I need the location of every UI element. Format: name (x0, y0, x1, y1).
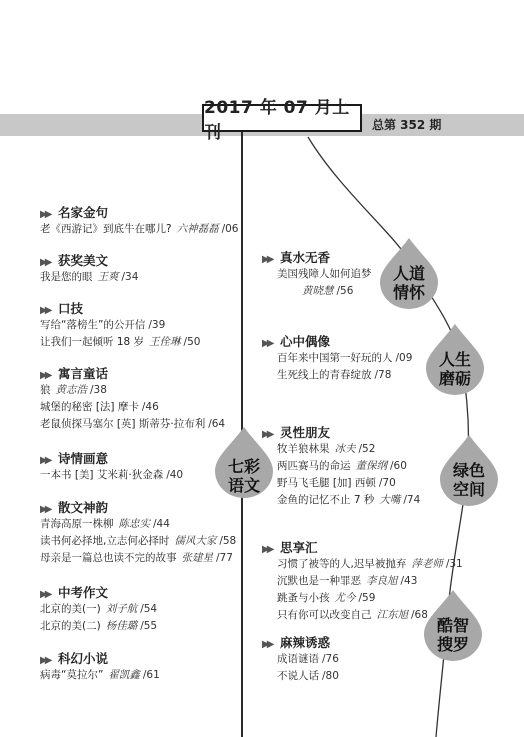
toc-entry[interactable]: 两匹赛马的命运 董保纲 /60 (277, 460, 407, 472)
drop-label-line2: 磨砺 (438, 369, 471, 388)
toc-entry[interactable]: 金鱼的记忆不止 7 秒 大嘴 /74 (277, 494, 421, 506)
drop-label-line1: 酷智 (436, 616, 469, 635)
toc-entry[interactable]: 城堡的秘密 [法] 摩卡 /46 (40, 401, 159, 413)
arrow-icon: ▶▶ (40, 370, 50, 381)
toc-entry[interactable]: 美国残障人如何追梦 (277, 268, 372, 280)
drop-label-line1: 七彩 (227, 457, 260, 476)
arrow-icon: ▶▶ (40, 257, 50, 268)
toc-entry[interactable]: 野马飞毛腿 [加] 西顿 /70 (277, 477, 396, 489)
section-title: ▶▶ 中考作文 (40, 584, 157, 601)
section-title: ▶▶ 散文神韵 (40, 499, 236, 516)
drop-label-line1: 人生 (438, 350, 471, 369)
arrow-icon: ▶▶ (40, 589, 50, 600)
section-mala-youhuo (262, 634, 339, 685)
toc-entry[interactable]: 成语谜语 /76 (277, 653, 339, 665)
toc-entry[interactable]: 牧羊狼林果 冰夫 /52 (277, 443, 376, 455)
arrow-icon: ▶▶ (40, 655, 50, 666)
toc-entry[interactable]: 只有你可以改变自己 江东旭 /68 (277, 609, 428, 621)
toc-entry[interactable]: 病毒“莫拉尔” 翟凯鑫 /61 (40, 669, 160, 681)
arrow-icon: ▶▶ (40, 455, 50, 466)
toc-entry[interactable]: 读书何必择地,立志何必择时 儒风大家 /58 (40, 535, 237, 547)
arrow-icon: ▶▶ (262, 254, 272, 265)
section-xinzhong-ouxiang (262, 333, 412, 384)
section-sanwen-shenyun (40, 499, 236, 567)
arrow-icon: ▶▶ (262, 544, 272, 555)
issue-title: 2017 年 07 月上刊 (202, 104, 362, 132)
arrow-icon: ▶▶ (40, 305, 50, 316)
arrow-icon: ▶▶ (262, 429, 272, 440)
toc-entry[interactable]: 一本书 [美] 艾米莉·狄金森 /40 (40, 469, 184, 481)
toc-entry[interactable]: 生死线上的青春绽放 /78 (277, 369, 392, 381)
toc-entry[interactable]: 习惯了被等的人,迟早被抛弃 萍老师 /31 (277, 558, 463, 570)
toc-entry-author: 黄晓慧 /56 (302, 285, 354, 297)
category-drop-lvse-kongjian (438, 433, 500, 507)
section-lingxing-pengyou (262, 424, 420, 509)
section-zhongkao-zuowen (40, 584, 157, 635)
toc-entry[interactable]: 狼 黄志浩 /38 (40, 384, 107, 396)
section-title: ▶▶ 思享汇 (262, 539, 463, 556)
drop-label-line1: 绿色 (452, 461, 485, 480)
section-title: ▶▶ 真水无香 (262, 249, 372, 266)
arrow-icon: ▶▶ (40, 504, 50, 515)
section-huojiang-meiwen (40, 252, 138, 286)
drop-label-line2: 语文 (227, 476, 260, 495)
toc-entry[interactable]: 青海高原一株柳 陈忠实 /44 (40, 518, 170, 530)
section-title: ▶▶ 灵性朋友 (262, 424, 420, 441)
section-title: ▶▶ 寓言童话 (40, 365, 225, 382)
toc-entry[interactable]: 老《西游记》到底牛在哪儿? 六神磊磊 /06 (40, 223, 239, 235)
section-title: ▶▶ 心中偶像 (262, 333, 412, 350)
category-drop-rensheng-moli (424, 322, 486, 396)
section-zhenshui-wuxiang (262, 249, 372, 300)
toc-entry[interactable]: 母亲是一篇总也读不完的故事 张建星 /77 (40, 552, 233, 564)
toc-entry[interactable]: 北京的美(一) 刘子航 /54 (40, 603, 158, 615)
drop-label-line2: 空间 (452, 480, 485, 499)
section-title: ▶▶ 名家金句 (40, 204, 238, 221)
section-mingjia-jinju (40, 204, 238, 238)
section-title: ▶▶ 获奖美文 (40, 252, 138, 269)
toc-entry[interactable]: 让我们一起倾听 18 岁 王佺琳 /50 (40, 336, 201, 348)
toc-entry[interactable]: 老鼠侦探马塞尔 [英] 斯蒂芬·拉布利 /64 (40, 418, 226, 430)
section-yuyan-tonghua (40, 365, 225, 433)
toc-entry[interactable]: 沉默也是一种罪恶 李良旭 /43 (277, 575, 418, 587)
drop-label-line2: 搜罗 (436, 635, 469, 654)
arrow-icon: ▶▶ (262, 338, 272, 349)
toc-entry[interactable]: 跳蚤与小孩 尤今 /59 (277, 592, 376, 604)
toc-entry[interactable]: 不说人话 /80 (277, 670, 339, 682)
section-kouji (40, 300, 200, 351)
section-title: ▶▶ 科幻小说 (40, 650, 160, 667)
section-kehuan-xiaoshuo (40, 650, 160, 684)
category-drop-rendao-qinghuai (378, 236, 440, 310)
section-title: ▶▶ 诗情画意 (40, 450, 183, 467)
toc-entry[interactable]: 百年来中国第一好玩的人 /09 (277, 352, 413, 364)
section-title: ▶▶ 口技 (40, 300, 200, 317)
arrow-icon: ▶▶ (262, 639, 272, 650)
toc-entry[interactable]: 北京的美(二) 杨佳璐 /55 (40, 620, 158, 632)
toc-entry[interactable]: 写给“落榜生”的公开信 /39 (40, 319, 166, 331)
section-shiqing-huayi (40, 450, 183, 484)
toc-entry[interactable]: 我是您的眼 王爽 /34 (40, 271, 139, 283)
drop-label-line2: 情怀 (392, 283, 425, 302)
drop-label-line1: 人道 (392, 264, 425, 283)
section-title: ▶▶ 麻辣诱惑 (262, 634, 339, 651)
arrow-icon: ▶▶ (40, 209, 50, 220)
section-sixiang-hui (262, 539, 463, 624)
issue-number: 总第 352 期 (372, 118, 442, 132)
